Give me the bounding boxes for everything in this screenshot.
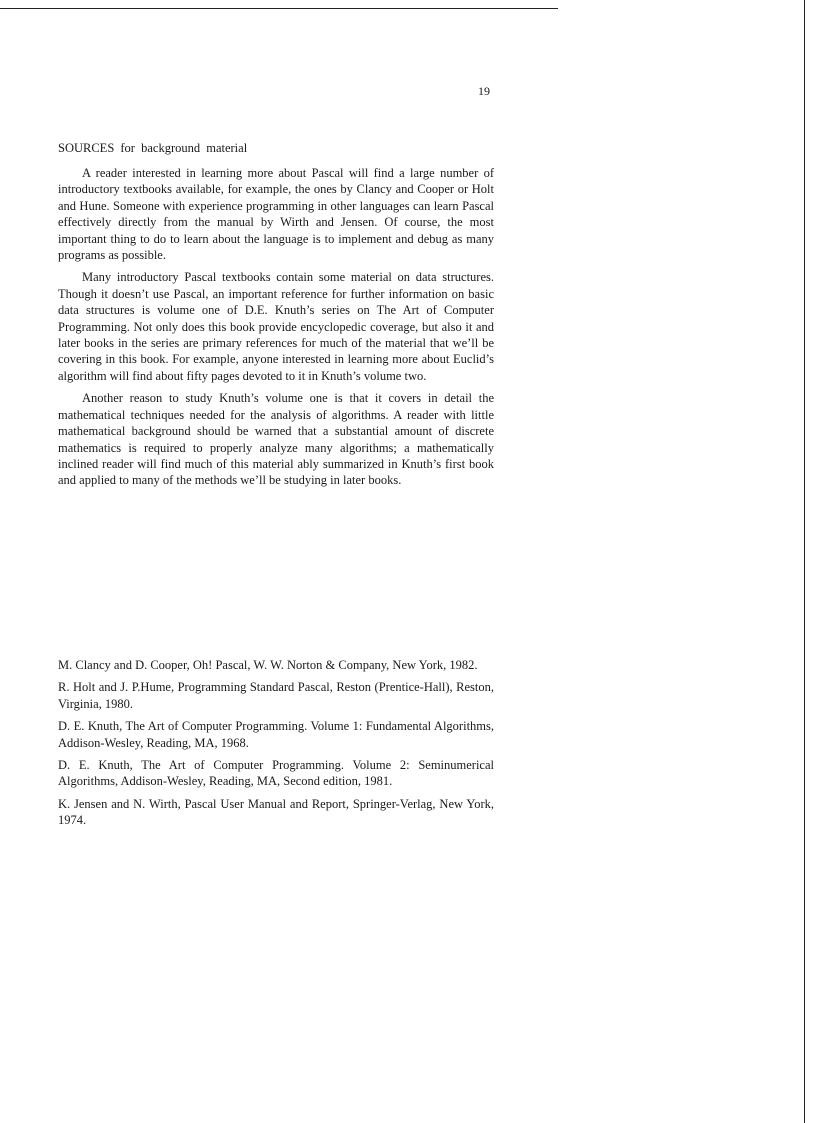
body-paragraph: A reader interested in learning more about Pascal will find a large number of introductory textbooks available, for example, the ones by Clancy and Cooper or Holt and Hune. Someone with experience programming in other languages can learn Pascal effectively directly from the manual by Wirth and Jensen. Of course, the most important thing to do to learn about the language is to implement and debug as many programs as possible. bbox=[58, 166, 494, 263]
right-edge-rule bbox=[804, 0, 805, 1123]
reference-list bbox=[58, 657, 494, 835]
body-paragraph: Many introductory Pascal textbooks contain some material on data structures. Though it doesn’t use Pascal, an important reference for further information on basic data structures is volume one of D.E. Knuth’s series on The Art of Computer Programming. Not only does this book provide encyclopedic coverage, but also it and later books in the series are primary references for much of the material that we’ll be covering in this book. For example, anyone interested in learning more about Euclid’s algorithm will find about fifty pages devoted to it in Knuth’s volume two. bbox=[58, 270, 494, 383]
reference-item: M. Clancy and D. Cooper, Oh! Pascal, W. W. Norton & Company, New York, 1982. bbox=[58, 658, 478, 672]
body-text bbox=[58, 165, 494, 495]
reference-item: R. Holt and J. P.Hume, Programming Standard Pascal, Reston (Prentice-Hall), Reston, Virginia, 1980. bbox=[58, 680, 494, 711]
page-number: 19 bbox=[478, 84, 490, 98]
reference-item: D. E. Knuth, The Art of Computer Programming. Volume 2: Seminumerical Algorithms, Addison-Wesley, Reading, MA, Second edition, 1981. bbox=[58, 758, 494, 789]
section-heading: SOURCES for background material bbox=[58, 141, 248, 155]
body-paragraph: Another reason to study Knuth’s volume one is that it covers in detail the mathematical techniques needed for the analysis of algorithms. A reader with little mathematical background should be warned that a substantial amount of discrete mathematics is required to properly analyze many algorithms; a mathematically inclined reader will find much of this material ably summarized in Knuth’s first book and applied to many of the methods we’ll be studying in later books. bbox=[58, 391, 494, 488]
top-rule bbox=[0, 8, 558, 9]
reference-item: D. E. Knuth, The Art of Computer Programming. Volume 1: Fundamental Algorithms, Addison-Wesley, Reading, MA, 1968. bbox=[58, 719, 494, 750]
reference-item: K. Jensen and N. Wirth, Pascal User Manual and Report, Springer-Verlag, New York, 1974. bbox=[58, 796, 494, 828]
